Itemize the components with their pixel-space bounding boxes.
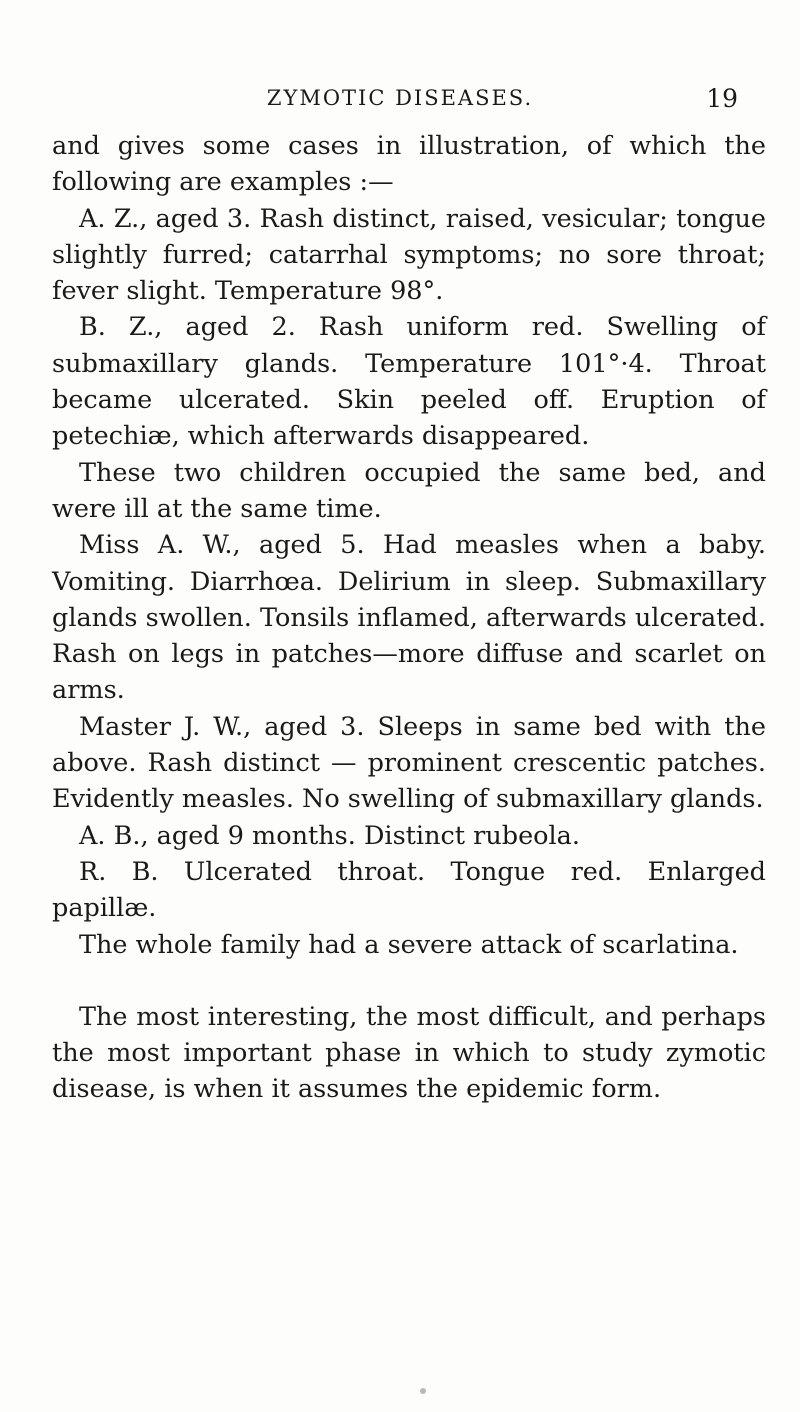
- paragraph-epidemic: The most interesting, the most difficult, and perhaps the most important phase in which to study zymotic disease, is when it assumes the epidemic form.: [52, 1001, 766, 1105]
- page-number: 19: [706, 84, 738, 113]
- paragraph-same-bed: These two children occupied the same bed, and were ill at the same time.: [52, 457, 766, 524]
- paragraph-case-bz: B. Z., aged 2. Rash uniform red. Swelling of submaxillary glands. Temperature 101°·4. Throat became ulcerated. Skin peeled off. Eruption of petechiæ, which afterwards disappeared.: [52, 312, 766, 452]
- paper-speck: [420, 1388, 426, 1394]
- paragraph-case-rb: R. B. Ulcerated throat. Tongue red. Enlarged papillæ.: [52, 856, 766, 924]
- running-title: ZYMOTIC DISEASES.: [266, 86, 534, 110]
- paragraph-intro: and gives some cases in illustration, of which the following are examples :—: [52, 131, 766, 198]
- paragraph-case-master-jw: Master J. W., aged 3. Sleeps in same bed with the above. Rash distinct — prominent crescentic patches. Evidently measles. No swelling of submaxillary glands.: [52, 711, 766, 815]
- paragraph-case-miss-aw: Miss A. W., aged 5. Had measles when a baby. Vomiting. Diarrhœa. Delirium in sleep. Submaxillary glands swollen. Tonsils inflamed, afterwards ulcerated. Rash on legs in patches—more diffuse and scarlet on arms.: [52, 530, 766, 706]
- body-text: [52, 128, 766, 1108]
- paragraph-family: The whole family had a severe attack of scarlatina.: [79, 929, 739, 960]
- paragraph-case-az: A. Z., aged 3. Rash distinct, raised, vesicular; tongue slightly furred; catarrhal symptoms; no sore throat; fever slight. Temperature 98°.: [52, 203, 766, 307]
- paragraph-case-ab: A. B., aged 9 months. Distinct rubeola.: [79, 820, 580, 851]
- running-head: [0, 84, 800, 114]
